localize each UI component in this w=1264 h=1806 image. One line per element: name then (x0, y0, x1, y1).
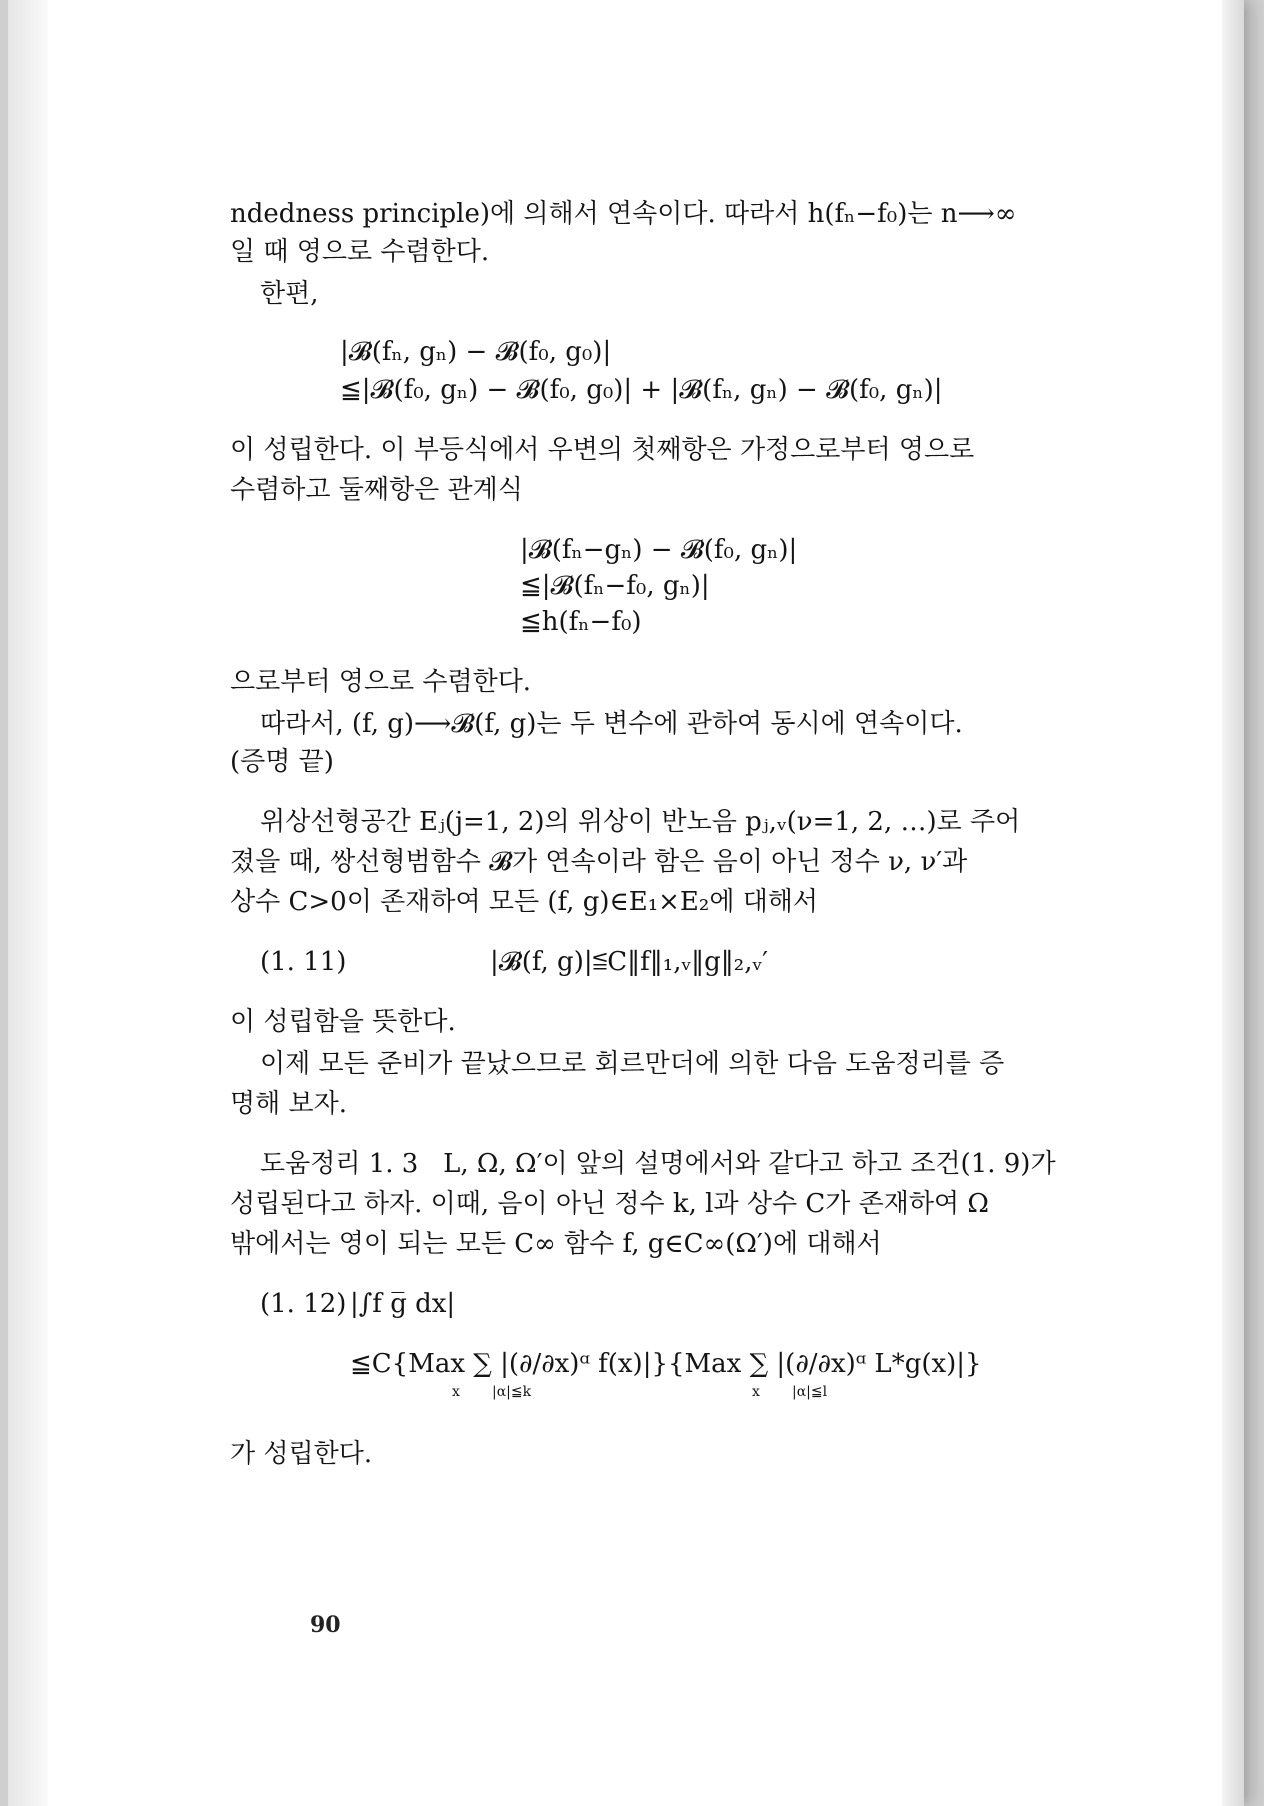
text-line: ndedness principle)에 의해서 연속이다. 따라서 h(fₙ−f₀)는 n⟶∞ (230, 199, 1017, 229)
page-edge-shadow (1222, 0, 1244, 1806)
math-line: ≦|𝓑(fₙ−f₀, gₙ)| (520, 571, 710, 601)
text-line: 위상선형공간 Eⱼ(j=1, 2)의 위상이 반노음 pⱼ,ᵥ(ν=1, 2, …)로 주어 (260, 807, 1021, 837)
max-subscript: x (452, 1384, 460, 1400)
text-line: 이 성립함을 뜻한다. (230, 1007, 456, 1037)
math-line: ≦|𝓑(f₀, gₙ) − 𝓑(f₀, g₀)| + |𝓑(fₙ, gₙ) − 𝓑(f₀, gₙ)| (340, 375, 943, 405)
math-line: ≦h(fₙ−f₀) (520, 607, 642, 637)
text-line: 이 성립한다. 이 부등식에서 우변의 첫째항은 가정으로부터 영으로 (230, 435, 975, 465)
text-line: 한편, (260, 279, 319, 309)
sum-subscript: |α|≦l (792, 1384, 828, 1400)
equation: |𝓑(f, g)|≦C‖f‖₁,ᵥ‖g‖₂,ᵥ′ (490, 947, 769, 977)
equation: |∫f g̅ dx| (350, 1289, 456, 1319)
text-line: 수렴하고 둘째항은 관계식 (230, 475, 523, 505)
text-line: 가 성립한다. (230, 1439, 373, 1469)
book-page (48, 0, 1244, 1806)
page-number: 90 (310, 1612, 341, 1638)
text-line: 일 때 영으로 수렴한다. (230, 237, 490, 267)
text-line: 따라서, (f, g)⟶𝓑(f, g)는 두 변수에 관하여 동시에 연속이다. (260, 709, 963, 739)
equation: ≦C{Max ∑ |(∂/∂x)ᵅ f(x)|}{Max ∑ |(∂/∂x)ᵅ L*g(x)|} (350, 1349, 982, 1379)
equation-number: (1. 11) (260, 947, 347, 977)
text-line: 이제 모든 준비가 끝났으므로 회르만더에 의한 다음 도움정리를 증 (260, 1049, 1005, 1079)
text-line: 성립된다고 하자. 이때, 음이 아닌 정수 k, l과 상수 C가 존재하여 Ω (230, 1189, 989, 1219)
max-subscript: x (752, 1384, 760, 1400)
lemma-line (260, 1148, 1056, 1180)
math-line: |𝓑(fₙ, gₙ) − 𝓑(f₀, g₀)| (340, 337, 612, 367)
text-line: 졌을 때, 쌍선형범함수 𝓑가 연속이라 함은 음이 아닌 정수 ν, ν′과 (230, 847, 968, 877)
text-line: (증명 끝) (230, 747, 334, 777)
sum-subscript: |α|≦k (492, 1384, 532, 1400)
lemma-label: 도움정리 1. 3 (260, 1149, 419, 1179)
math-line: |𝓑(fₙ−gₙ) − 𝓑(f₀, gₙ)| (520, 535, 798, 565)
text-line: 으로부터 영으로 수렴한다. (230, 667, 532, 697)
text-line: 명해 보자. (230, 1089, 347, 1119)
text-line: 밖에서는 영이 되는 모든 C∞ 함수 f, g∈C∞(Ω′)에 대해서 (230, 1229, 882, 1259)
equation-number: (1. 12) (260, 1289, 347, 1319)
lemma-text: L, Ω, Ω′이 앞의 설명에서와 같다고 하고 조건(1. 9)가 (443, 1149, 1056, 1179)
text-line: 상수 C>0이 존재하여 모든 (f, g)∈E₁×E₂에 대해서 (230, 887, 819, 917)
